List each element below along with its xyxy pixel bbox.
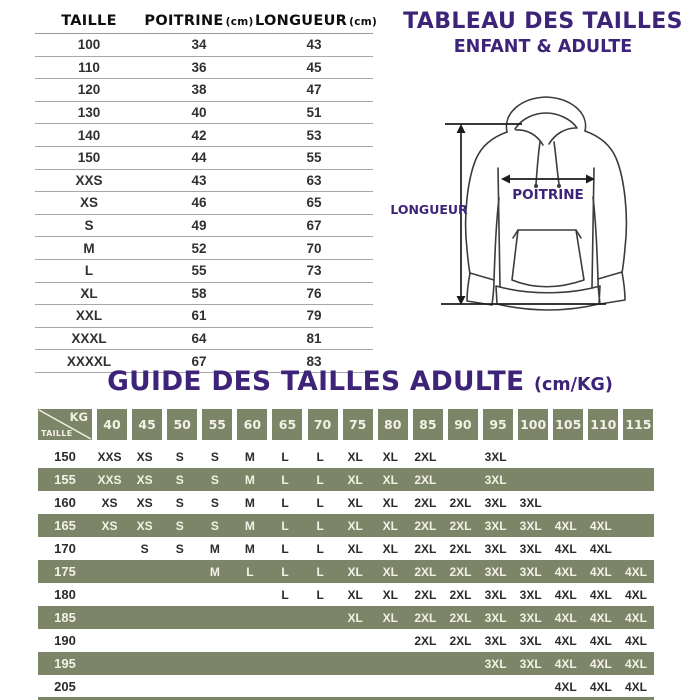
guide-size-cell: XL xyxy=(347,449,363,464)
guide-size-cell: L xyxy=(316,564,324,579)
guide-size-cell: 2XL xyxy=(414,564,437,579)
size-table-row xyxy=(35,79,373,102)
size-table-row xyxy=(35,192,373,215)
guide-size-cell: 4XL xyxy=(554,633,577,648)
guide-header-cell xyxy=(303,409,338,440)
size-table-row xyxy=(35,147,373,170)
guide-table xyxy=(38,409,654,698)
guide-size-cell: XL xyxy=(382,587,398,602)
guide-size-cell: XL xyxy=(382,518,398,533)
guide-size-cell: S xyxy=(175,518,184,533)
guide-row xyxy=(38,629,654,652)
guide-size-cell: 4XL xyxy=(624,587,647,602)
guide-size-cell: 4XL xyxy=(589,610,612,625)
size-table-header xyxy=(35,8,378,34)
guide-row xyxy=(38,537,654,560)
size-table-cell: XXL xyxy=(75,308,103,324)
size-table-cell: 47 xyxy=(306,82,322,98)
guide-size-cell: L xyxy=(281,495,289,510)
size-table-row xyxy=(35,57,373,80)
guide-size-cell: L xyxy=(281,518,289,533)
guide-header-cell xyxy=(197,409,232,440)
guide-size-cell: 4XL xyxy=(589,679,612,694)
guide-size-cell: XL xyxy=(382,564,398,579)
guide-size-cell: XS xyxy=(136,472,153,487)
size-table-cell: 150 xyxy=(77,150,101,166)
guide-size-cell: 3XL xyxy=(484,564,507,579)
size-table-cell: 44 xyxy=(191,150,207,166)
guide-size-cell: L xyxy=(316,518,324,533)
guide-size-cell: 3XL xyxy=(484,518,507,533)
guide-size-cell: 4XL xyxy=(589,564,612,579)
guide-row-label: 165 xyxy=(54,518,76,533)
chest-arrow xyxy=(501,175,595,184)
guide-header-cell xyxy=(92,409,127,440)
guide-size-cell: M xyxy=(209,564,220,579)
guide-size-cell: 3XL xyxy=(519,495,542,510)
guide-size-cell: 2XL xyxy=(414,449,437,464)
guide-size-cell: S xyxy=(175,472,184,487)
size-table-cell: 43 xyxy=(306,37,322,53)
size-table-cell: XXXL xyxy=(71,331,107,347)
guide-header-cell xyxy=(548,409,583,440)
guide-size-cell: 4XL xyxy=(589,518,612,533)
guide-title xyxy=(10,366,700,397)
guide-row xyxy=(38,606,654,629)
guide-size-cell: S xyxy=(210,495,219,510)
guide-kg-value: 60 xyxy=(237,409,267,440)
guide-row-label: 205 xyxy=(54,679,76,694)
guide-size-cell: 2XL xyxy=(449,633,472,648)
size-table-cell: 58 xyxy=(191,285,207,301)
guide-row xyxy=(38,514,654,537)
guide-kg-value: 65 xyxy=(272,409,302,440)
guide-size-cell: 3XL xyxy=(519,610,542,625)
size-table-cell: L xyxy=(84,263,94,279)
size-table-cell: 55 xyxy=(306,150,322,166)
guide-row-label: 160 xyxy=(54,495,76,510)
guide-size-cell: M xyxy=(244,541,255,556)
guide-row xyxy=(38,560,654,583)
guide-size-cell: 2XL xyxy=(449,541,472,556)
guide-header-cell xyxy=(408,409,443,440)
guide-size-cell: 2XL xyxy=(414,495,437,510)
guide-kg-value: 45 xyxy=(132,409,162,440)
size-table xyxy=(35,8,378,373)
guide-size-cell: XXS xyxy=(97,472,122,487)
guide-size-cell: 2XL xyxy=(449,495,472,510)
guide-header-row xyxy=(38,409,654,440)
guide-size-cell: 3XL xyxy=(484,495,507,510)
guide-row xyxy=(38,652,654,675)
guide-size-cell: S xyxy=(210,518,219,533)
guide-kg-value: 100 xyxy=(518,409,548,440)
size-table-cell: 63 xyxy=(306,172,322,188)
guide-size-cell: M xyxy=(244,518,255,533)
guide-size-cell: L xyxy=(281,564,289,579)
guide-size-cell: XL xyxy=(382,541,398,556)
guide-kg-value: 40 xyxy=(97,409,127,440)
size-table-row xyxy=(35,283,373,306)
guide-size-cell: 3XL xyxy=(519,633,542,648)
guide-size-cell: XL xyxy=(382,472,398,487)
guide-header-cell xyxy=(513,409,548,440)
diagram-title-line1: TABLEAU DES TAILLES xyxy=(403,9,683,34)
guide-size-cell: 4XL xyxy=(624,564,647,579)
guide-size-cell: 4XL xyxy=(554,656,577,671)
guide-corner-cell xyxy=(38,409,92,440)
size-table-cell: 73 xyxy=(306,263,322,279)
size-table-cell: S xyxy=(84,218,94,234)
size-table-cell: 67 xyxy=(191,353,207,369)
size-table-cell: 51 xyxy=(306,105,322,121)
guide-header-cell xyxy=(478,409,513,440)
guide-row-label: 195 xyxy=(54,656,76,671)
size-table-cell: 40 xyxy=(191,105,207,121)
guide-size-cell: L xyxy=(281,587,289,602)
guide-header-cell xyxy=(373,409,408,440)
size-table-cell: 34 xyxy=(191,37,207,53)
guide-size-cell: XL xyxy=(347,518,363,533)
guide-size-cell: 3XL xyxy=(484,541,507,556)
header-label: POITRINE xyxy=(144,12,224,29)
guide-header-cell xyxy=(162,409,197,440)
size-table-cell: 120 xyxy=(77,82,101,98)
guide-size-cell: XL xyxy=(382,449,398,464)
size-table-cell: 65 xyxy=(306,195,322,211)
guide-size-cell: 3XL xyxy=(519,587,542,602)
guide-size-cell: XS xyxy=(101,518,118,533)
guide-size-cell: M xyxy=(244,472,255,487)
guide-size-cell: L xyxy=(316,541,324,556)
guide-size-cell: S xyxy=(210,472,219,487)
guide-kg-value: 115 xyxy=(623,409,653,440)
guide-size-cell: 3XL xyxy=(484,633,507,648)
header-label: LONGUEUR xyxy=(255,12,348,29)
guide-row-label: 150 xyxy=(54,449,76,464)
guide-size-cell: 2XL xyxy=(414,541,437,556)
header-unit: (cm) xyxy=(225,15,254,28)
guide-size-cell: L xyxy=(316,449,324,464)
size-table-cell: 53 xyxy=(306,127,322,143)
size-table-body xyxy=(35,34,373,373)
guide-header-cell xyxy=(443,409,478,440)
guide-header-cell xyxy=(267,409,302,440)
guide-size-cell: 2XL xyxy=(449,518,472,533)
guide-row-label: 180 xyxy=(54,587,76,602)
guide-kg-value: 110 xyxy=(588,409,618,440)
guide-size-cell: 3XL xyxy=(484,472,507,487)
guide-size-cell: L xyxy=(316,495,324,510)
guide-size-cell: XXS xyxy=(97,449,122,464)
header-unit: (cm) xyxy=(349,15,378,28)
size-table-row xyxy=(35,260,373,283)
guide-row xyxy=(38,445,654,468)
guide-size-cell: S xyxy=(175,495,184,510)
guide-row-label: 155 xyxy=(54,472,76,487)
size-table-header-cell xyxy=(35,13,143,29)
guide-kg-value: 75 xyxy=(343,409,373,440)
size-table-cell: 130 xyxy=(77,105,101,121)
size-table-row xyxy=(35,305,373,328)
chest-label: POITRINE xyxy=(512,187,584,203)
guide-size-cell: 2XL xyxy=(449,564,472,579)
guide-size-cell: XS xyxy=(101,495,118,510)
guide-size-cell: 3XL xyxy=(484,449,507,464)
diagram-title-line2: ENFANT & ADULTE xyxy=(453,37,633,57)
size-table-cell: 79 xyxy=(306,308,322,324)
guide-size-cell: 2XL xyxy=(414,587,437,602)
guide-size-cell: XS xyxy=(136,495,153,510)
guide-row-label: 185 xyxy=(54,610,76,625)
guide-kg-value: 50 xyxy=(167,409,197,440)
size-table-cell: 49 xyxy=(191,218,207,234)
guide-size-cell: XL xyxy=(382,610,398,625)
guide-size-cell: L xyxy=(246,564,254,579)
corner-taille-label: TAILLE xyxy=(41,429,73,438)
size-table-cell: XXXXL xyxy=(66,353,112,369)
guide-size-cell: M xyxy=(244,449,255,464)
guide-size-cell: 4XL xyxy=(554,587,577,602)
guide-kg-value: 85 xyxy=(413,409,443,440)
size-table-row xyxy=(35,124,373,147)
size-table-row xyxy=(35,328,373,351)
guide-size-cell: 4XL xyxy=(589,656,612,671)
size-table-header-cell xyxy=(143,13,255,29)
size-table-cell: 42 xyxy=(191,127,207,143)
size-table-cell: XL xyxy=(80,285,98,301)
guide-row xyxy=(38,675,654,698)
guide-row-label: 170 xyxy=(54,541,76,556)
length-label: LONGUEUR xyxy=(390,202,468,217)
size-table-row xyxy=(35,215,373,238)
size-table-cell: 100 xyxy=(77,37,101,53)
guide-size-cell: 4XL xyxy=(554,679,577,694)
size-table-cell: XXS xyxy=(75,172,103,188)
guide-size-cell: 2XL xyxy=(414,633,437,648)
guide-size-cell: 4XL xyxy=(624,610,647,625)
size-table-cell: 64 xyxy=(191,331,207,347)
size-table-row xyxy=(35,102,373,125)
guide-size-cell: XL xyxy=(347,495,363,510)
size-table-cell: 70 xyxy=(306,240,322,256)
guide-size-cell: 3XL xyxy=(519,518,542,533)
guide-size-cell: 3XL xyxy=(484,610,507,625)
guide-size-cell: 3XL xyxy=(484,587,507,602)
guide-size-cell: 4XL xyxy=(624,633,647,648)
guide-row xyxy=(38,491,654,514)
guide-size-cell: XL xyxy=(347,587,363,602)
hoodie-icon xyxy=(388,72,700,367)
guide-size-cell: 2XL xyxy=(414,518,437,533)
guide-size-cell: 4XL xyxy=(589,541,612,556)
guide-size-cell: 2XL xyxy=(414,610,437,625)
guide-size-cell: 4XL xyxy=(624,679,647,694)
guide-kg-value: 105 xyxy=(553,409,583,440)
size-table-cell: 46 xyxy=(191,195,207,211)
guide-size-cell: 3XL xyxy=(519,656,542,671)
guide-row xyxy=(38,468,654,491)
guide-size-cell: L xyxy=(281,472,289,487)
guide-title-text: GUIDE DES TAILLES ADULTE xyxy=(107,366,525,397)
size-table-cell: 81 xyxy=(306,331,322,347)
size-table-cell: 43 xyxy=(191,172,207,188)
guide-size-cell: 4XL xyxy=(554,518,577,533)
guide-size-cell: S xyxy=(175,449,184,464)
size-table-cell: 140 xyxy=(77,127,101,143)
guide-size-cell: L xyxy=(316,587,324,602)
guide-size-cell: XL xyxy=(347,564,363,579)
size-table-cell: 36 xyxy=(191,59,207,75)
size-table-cell: 45 xyxy=(306,59,322,75)
guide-kg-value: 80 xyxy=(378,409,408,440)
guide-size-cell: 4XL xyxy=(589,633,612,648)
size-table-cell: 52 xyxy=(191,240,207,256)
guide-header-cell xyxy=(232,409,267,440)
size-table-cell: 55 xyxy=(191,263,207,279)
guide-size-cell: 2XL xyxy=(449,610,472,625)
guide-kg-value: 90 xyxy=(448,409,478,440)
guide-header-cell xyxy=(127,409,162,440)
size-table-row xyxy=(35,170,373,193)
guide-size-cell: M xyxy=(209,541,220,556)
guide-size-cell: 3XL xyxy=(519,564,542,579)
guide-kg-value: 70 xyxy=(308,409,338,440)
size-table-cell: 76 xyxy=(306,285,322,301)
size-table-cell: XS xyxy=(79,195,98,211)
guide-size-cell: 3XL xyxy=(519,541,542,556)
guide-size-cell: S xyxy=(210,449,219,464)
guide-kg-value: 55 xyxy=(202,409,232,440)
guide-kg-value: 95 xyxy=(483,409,513,440)
guide-row xyxy=(38,583,654,606)
size-table-header-cell xyxy=(255,12,378,29)
guide-row-label: 190 xyxy=(54,633,76,648)
guide-size-cell: XS xyxy=(136,449,153,464)
guide-size-cell: 3XL xyxy=(484,656,507,671)
guide-header-cell xyxy=(583,409,618,440)
guide-size-cell: S xyxy=(175,541,184,556)
guide-header-cell xyxy=(338,409,373,440)
corner-kg-label: KG xyxy=(69,410,88,424)
size-table-cell: 61 xyxy=(191,308,207,324)
size-table-cell: 83 xyxy=(306,353,322,369)
guide-row-label: 175 xyxy=(54,564,76,579)
guide-size-cell: 2XL xyxy=(449,587,472,602)
guide-size-cell: L xyxy=(281,541,289,556)
size-table-cell: 110 xyxy=(78,59,100,75)
guide-size-cell: 4XL xyxy=(624,656,647,671)
header-label: TAILLE xyxy=(61,12,117,29)
guide-size-cell: XL xyxy=(382,495,398,510)
guide-size-cell: 4XL xyxy=(554,610,577,625)
guide-size-cell: 2XL xyxy=(414,472,437,487)
size-table-row xyxy=(35,34,373,57)
guide-table-body xyxy=(38,445,654,698)
guide-size-cell: 4XL xyxy=(589,587,612,602)
guide-size-cell: L xyxy=(281,449,289,464)
size-table-row xyxy=(35,237,373,260)
guide-size-cell: XL xyxy=(347,472,363,487)
size-table-cell: M xyxy=(83,240,95,256)
guide-size-cell: 4XL xyxy=(554,564,577,579)
guide-title-unit: (cm/KG) xyxy=(534,375,613,395)
guide-size-cell: M xyxy=(244,495,255,510)
guide-size-cell: XL xyxy=(347,610,363,625)
guide-size-cell: XS xyxy=(136,518,153,533)
guide-size-cell: 4XL xyxy=(554,541,577,556)
hoodie-measurement-diagram xyxy=(388,72,700,372)
diagram-title xyxy=(388,9,698,57)
guide-size-cell: S xyxy=(140,541,149,556)
guide-size-cell: XL xyxy=(347,541,363,556)
size-table-cell: 67 xyxy=(306,218,322,234)
guide-size-cell: L xyxy=(316,472,324,487)
guide-header-cell xyxy=(618,409,653,440)
size-table-cell: 38 xyxy=(191,82,207,98)
